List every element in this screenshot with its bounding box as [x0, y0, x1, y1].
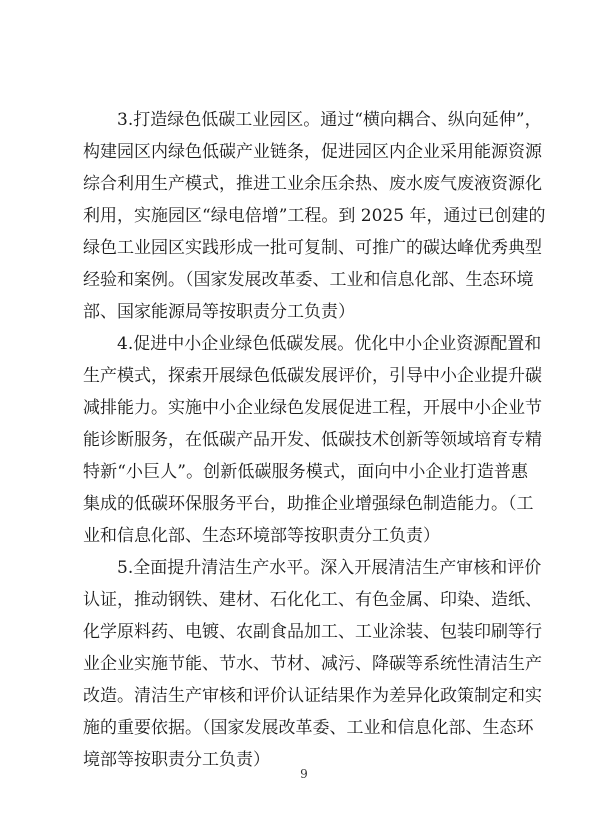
- paragraph-line: 施的重要依据。（国家发展改革委、工业和信息化部、生态环: [83, 718, 534, 738]
- paragraph-line: 生产模式，探索开展绿色低碳发展评价，引导中小企业提升碳: [83, 366, 542, 386]
- paragraph-line: 特新“小巨人”。创新低碳服务模式，面向中小企业打造普惠: [83, 462, 528, 482]
- paragraph-line: 业企业实施节能、节水、节材、减污、降碳等系统性清洁生产: [83, 654, 542, 674]
- paragraph-line: 综合利用生产模式，推进工业余压余热、废水废气废液资源化: [83, 174, 542, 194]
- paragraph-line: 经验和案例。（国家发展改革委、工业和信息化部、生态环境: [83, 270, 534, 290]
- paragraph-line: 能诊断服务，在低碳产品开发、低碳技术创新等领域培育专精: [83, 430, 542, 450]
- paragraph-line: 认证，推动钢铁、建材、石化化工、有色金属、印染、造纸、: [83, 590, 542, 610]
- paragraph-line: 化学原料药、电镀、农副食品加工、工业涂装、包装印刷等行: [83, 622, 542, 642]
- paragraph-line: 4.促进中小企业绿色低碳发展。优化中小企业资源配置和: [117, 334, 542, 354]
- paragraph-line: 减排能力。实施中小企业绿色发展促进工程，开展中小企业节: [83, 398, 542, 418]
- paragraph-line: 部、国家能源局等按职责分工负责）: [83, 302, 355, 322]
- paragraph-line: 境部等按职责分工负责）: [83, 750, 270, 770]
- paragraph-line: 构建园区内绿色低碳产业链条，促进园区内企业采用能源资源: [83, 142, 542, 162]
- paragraph-line: 改造。清洁生产审核和评价认证结果作为差异化政策制定和实: [83, 686, 542, 706]
- paragraph-line: 业和信息化部、生态环境部等按职责分工负责）: [83, 526, 440, 546]
- paragraph-line: 集成的低碳环保服务平台，助推企业增强绿色制造能力。（工: [83, 494, 534, 514]
- paragraph-line: 3.打造绿色低碳工业园区。通过“横向耦合、纵向延伸”，: [117, 110, 542, 130]
- paragraph-line: 利用，实施园区“绿电倍增”工程。到 2025 年，通过已创建的: [83, 206, 546, 226]
- page-number: 9: [300, 767, 308, 781]
- paragraph-line: 绿色工业园区实践形成一批可复制、可推广的碳达峰优秀典型: [83, 238, 542, 258]
- paragraph-line: 5.全面提升清洁生产水平。深入开展清洁生产审核和评价: [117, 558, 542, 578]
